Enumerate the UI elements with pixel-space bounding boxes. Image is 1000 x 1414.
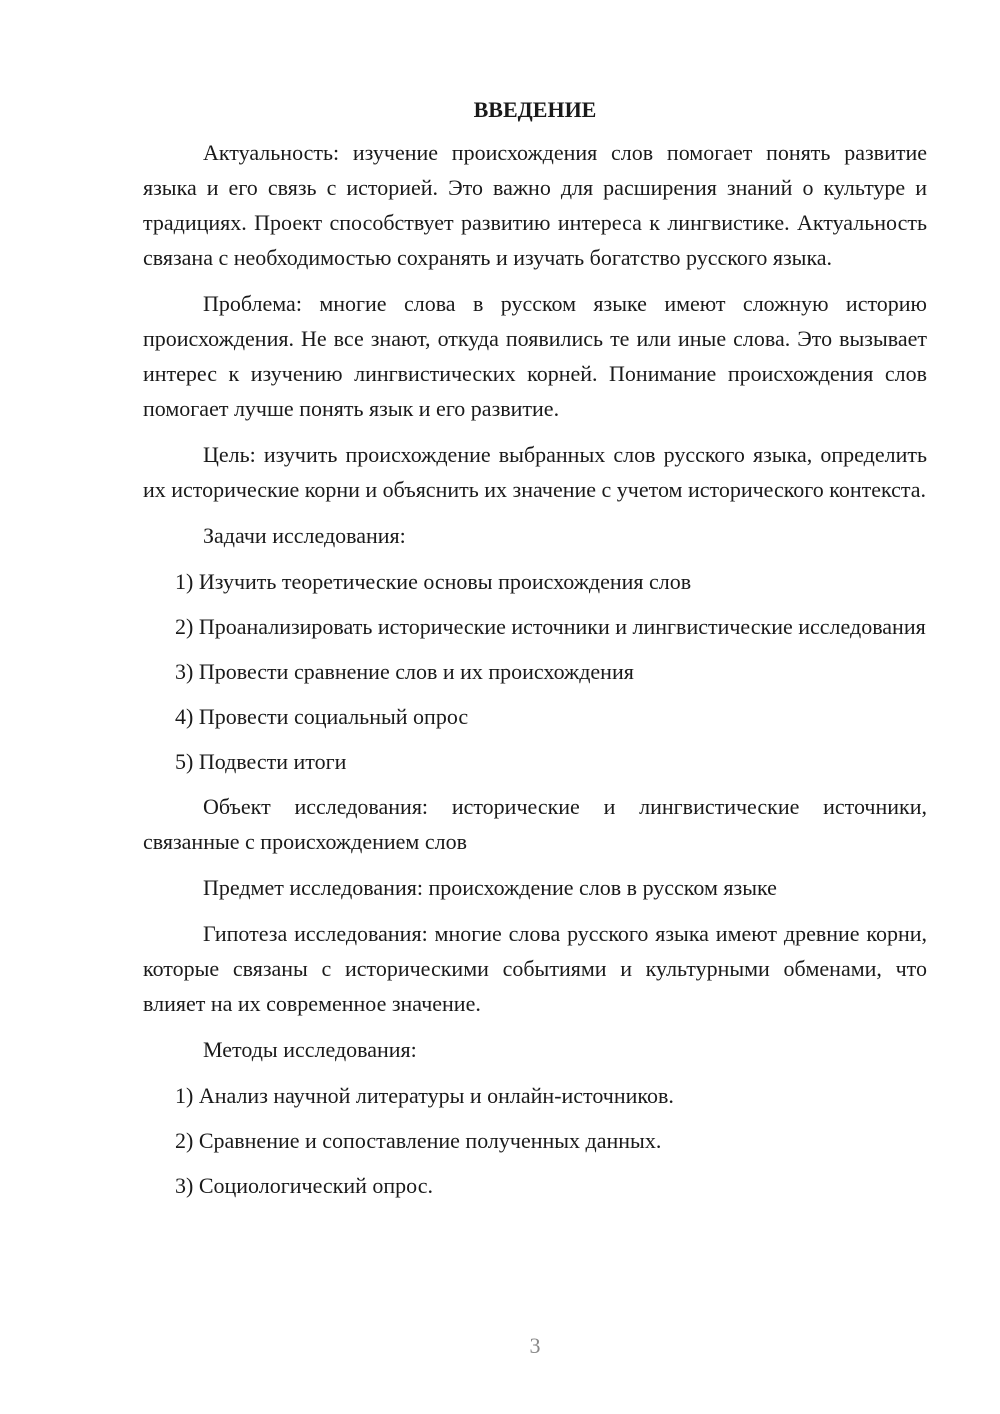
tasks-heading: Задачи исследования: — [203, 523, 406, 548]
actuality-paragraph: Актуальность: изучение происхождения слов помогает понять развитие языка и его связь с историей. Это важно для расширения знаний о культуре и традициях. Проект способствует развитию интереса к лингвистике. Актуальность связана с необходимостью сохранять и изучать богатство русского языка. — [143, 140, 927, 270]
methods-list — [143, 1078, 927, 1203]
list-item: 2) Проанализировать исторические источники и лингвистические исследования — [175, 614, 926, 639]
list-item: 1) Изучить теоретические основы происхождения слов — [175, 569, 692, 594]
list-item: 5) Подвести итоги — [175, 749, 347, 774]
subject-paragraph: Предмет исследования: происхождение слов в русском языке — [203, 875, 777, 900]
section-title: ВВЕДЕНИЕ — [473, 97, 597, 122]
tasks-list — [143, 564, 927, 779]
page-number: 3 — [529, 1333, 541, 1358]
hypothesis-paragraph: Гипотеза исследования: многие слова русского языка имеют древние корни, которые связаны с историческими событиями и культурными обменами, что влияет на их современное значение. — [143, 921, 927, 1016]
object-paragraph: Объект исследования: исторические и лингвистические источники, связанные с происхождением слов — [143, 794, 927, 854]
list-item: 3) Социологический опрос. — [175, 1173, 433, 1198]
methods-heading: Методы исследования: — [203, 1037, 417, 1062]
list-item: 4) Провести социальный опрос — [175, 704, 469, 729]
list-item: 1) Анализ научной литературы и онлайн-источников. — [175, 1083, 674, 1108]
list-item: 3) Провести сравнение слов и их происхождения — [175, 659, 634, 684]
document-page — [143, 92, 927, 1213]
problem-paragraph: Проблема: многие слова в русском языке имеют сложную историю происхождения. Не все знают, откуда появились те или иные слова. Это вызывает интерес к изучению лингвистических корней. Понимание происхождения слов помогает лучше понять язык и его развитие. — [143, 291, 927, 421]
list-item: 2) Сравнение и сопоставление полученных данных. — [175, 1128, 662, 1153]
goal-paragraph: Цель: изучить происхождение выбранных слов русского языка, определить их исторические корни и объяснить их значение с учетом исторического контекста. — [143, 442, 927, 502]
